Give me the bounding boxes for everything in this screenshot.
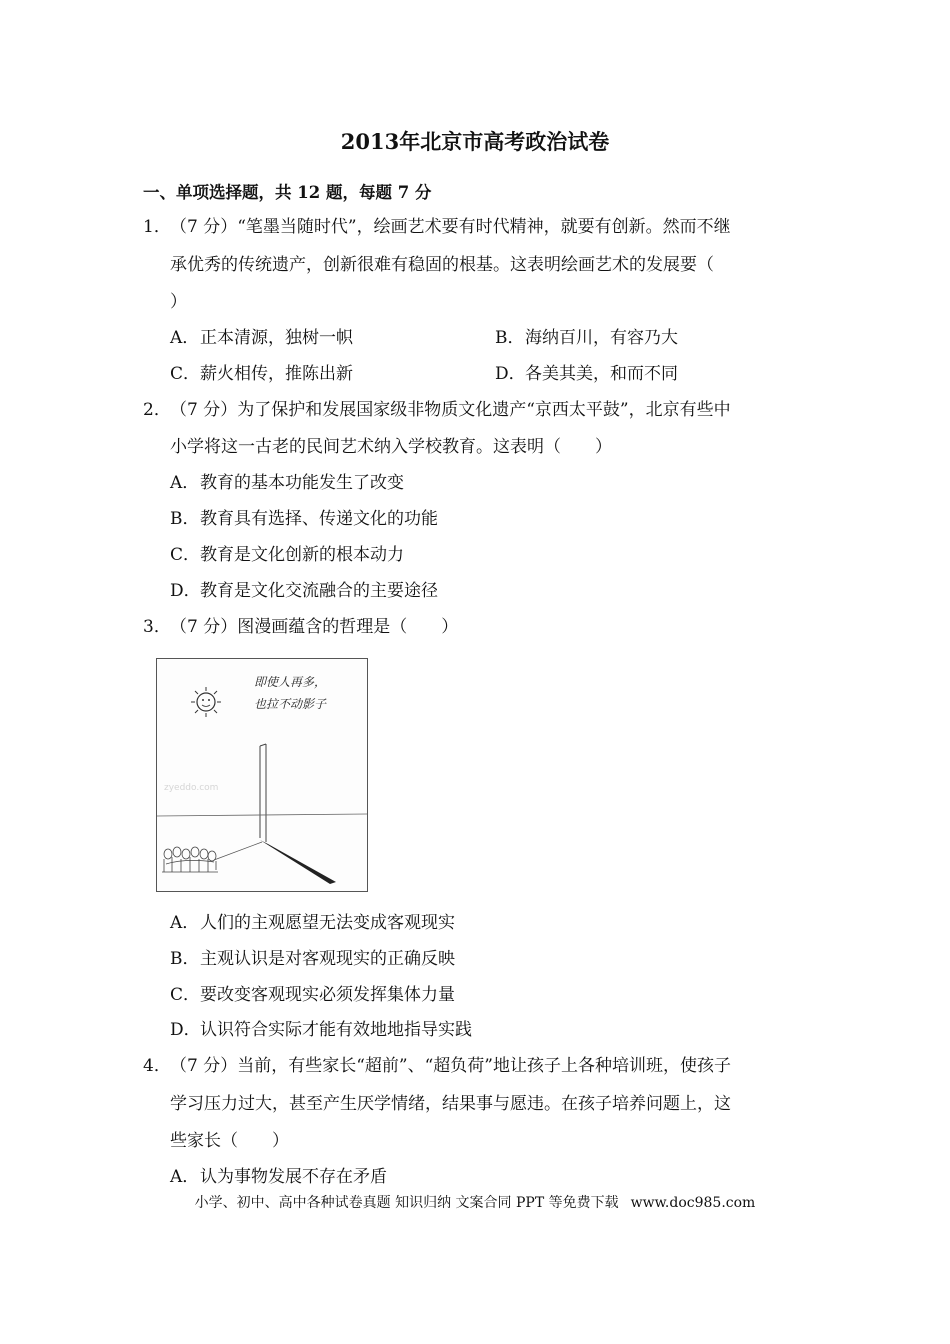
section-heading: 一、单项选择题，共 12 题，每题 7 分 xyxy=(143,183,432,202)
question-text: 些家长（ ） xyxy=(170,1131,289,1151)
question-number: 4． xyxy=(143,1056,171,1076)
option-d[interactable]: D．各美其美，和而不同 xyxy=(495,364,678,384)
option-c[interactable]: C．要改变客观现实必须发挥集体力量 xyxy=(170,985,455,1005)
option-a[interactable]: A．正本清源，独树一帜 xyxy=(170,328,353,348)
option-d[interactable]: D．认识符合实际才能有效地地指导实践 xyxy=(170,1020,472,1040)
option-c[interactable]: C．教育是文化创新的根本动力 xyxy=(170,545,404,565)
question-text: 学习压力过大，甚至产生厌学情绪，结果事与愿违。在孩子培养问题上，这 xyxy=(170,1094,731,1114)
footer-url-link[interactable]: www.doc985.com xyxy=(630,1195,756,1211)
question-text: （7 分）“笔墨当随时代”，绘画艺术要有时代精神，就要有创新。然而不继 xyxy=(170,217,731,237)
cartoon-caption: 即使人再多， xyxy=(254,675,327,689)
option-a[interactable]: A．认为事物发展不存在矛盾 xyxy=(170,1167,387,1187)
option-b[interactable]: B．海纳百川，有容乃大 xyxy=(495,328,678,348)
question-text: 承优秀的传统遗产，创新很难有稳固的根基。这表明绘画艺术的发展要（ xyxy=(170,255,714,275)
option-b[interactable]: B．主观认识是对客观现实的正确反映 xyxy=(170,949,455,969)
question-number: 3． xyxy=(143,617,171,637)
watermark: zyeddo.com xyxy=(164,783,219,793)
question-number: 1． xyxy=(143,217,171,237)
question-text: ） xyxy=(170,292,187,312)
cartoon-image xyxy=(156,658,368,892)
question-text: （7 分）为了保护和发展国家级非物质文化遗产“京西太平鼓”，北京有些中 xyxy=(170,400,731,420)
footer-text: 小学、初中、高中各种试卷真题 知识归纳 文案合同 PPT 等免费下载 xyxy=(194,1195,619,1211)
question-text: 小学将这一古老的民间艺术纳入学校教育。这表明（ ） xyxy=(170,437,612,457)
question-text: （7 分）当前，有些家长“超前”、“超负荷”地让孩子上各种培训班，使孩子 xyxy=(170,1056,731,1076)
option-b[interactable]: B．教育具有选择、传递文化的功能 xyxy=(170,509,438,529)
option-a[interactable]: A．教育的基本功能发生了改变 xyxy=(170,473,404,493)
question-number: 2． xyxy=(143,400,171,420)
question-text: （7 分）图漫画蕴含的哲理是（ ） xyxy=(170,617,459,637)
page-footer xyxy=(0,1192,950,1212)
option-a[interactable]: A．人们的主观愿望无法变成客观现实 xyxy=(170,913,455,933)
option-d[interactable]: D．教育是文化交流融合的主要途径 xyxy=(170,581,438,601)
option-c[interactable]: C．薪火相传，推陈出新 xyxy=(170,364,353,384)
page-title: 2013年北京市高考政治试卷 xyxy=(340,129,610,154)
cartoon-caption: 也拉不动影子 xyxy=(254,697,327,711)
